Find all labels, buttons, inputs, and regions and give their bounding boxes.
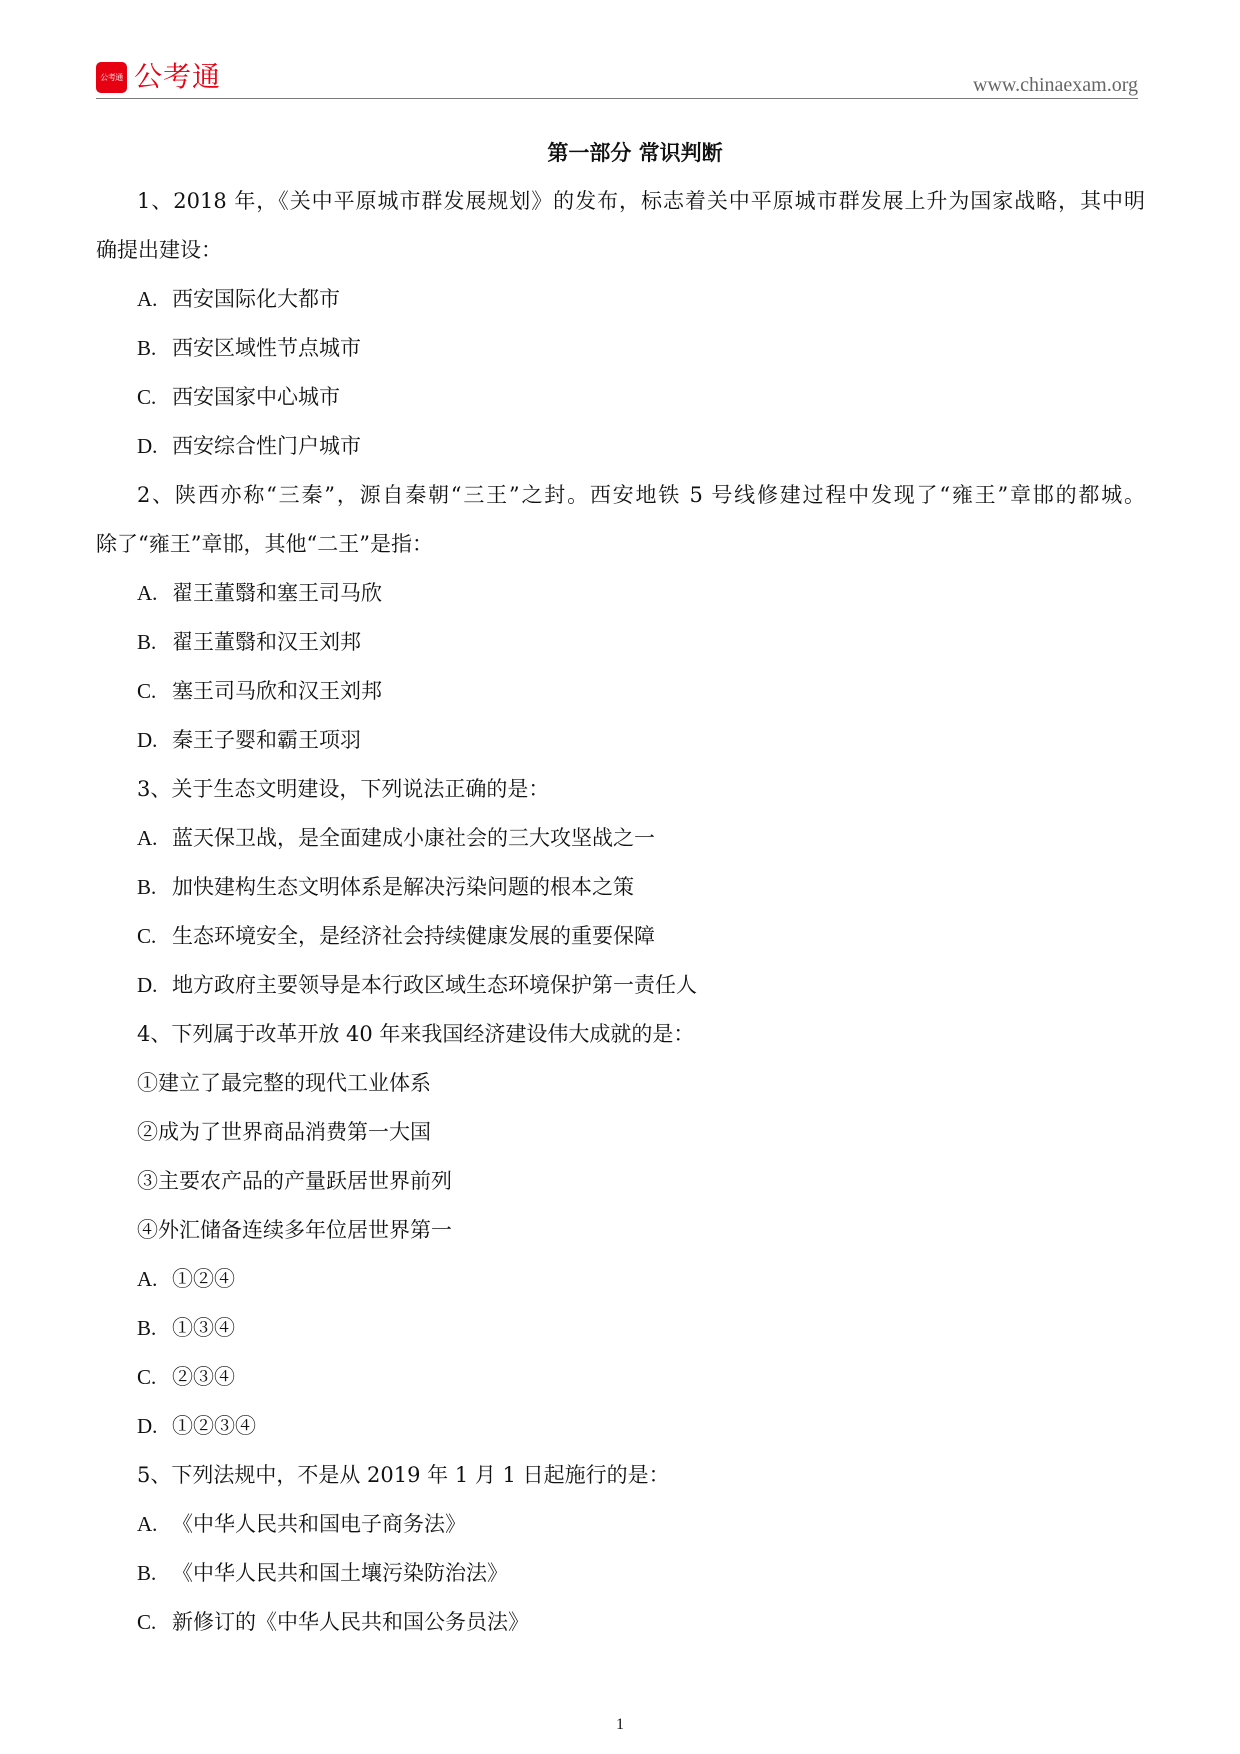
option-text: 西安国际化大都市 — [172, 287, 340, 311]
question-1-option-c — [96, 373, 1156, 422]
option-label: C. — [137, 1610, 157, 1634]
header-divider — [96, 98, 1138, 99]
question-2-option-b — [96, 618, 1156, 667]
question-5-option-c — [96, 1598, 1156, 1647]
option-text: ②③④ — [172, 1365, 235, 1389]
question-5-option-a — [96, 1500, 1156, 1549]
question-3-option-c — [96, 912, 1156, 961]
question-4-option-d — [96, 1402, 1156, 1451]
question-4-stem: 4、下列属于改革开放 40 年来我国经济建设伟大成就的是： — [137, 1022, 695, 1046]
question-1-stem-continued: 确提出建设： — [96, 238, 222, 262]
question-3-stem: 3、关于生态文明建设，下列说法正确的是： — [137, 777, 550, 801]
question-5-option-b — [96, 1549, 1156, 1598]
website-url: www.chinaexam.org — [973, 74, 1138, 96]
question-4-item-2: ②成为了世界商品消费第一大国 — [137, 1120, 431, 1144]
question-4-option-a — [96, 1255, 1156, 1304]
option-text: 翟王董翳和塞王司马欣 — [172, 581, 382, 605]
question-2-option-a — [96, 569, 1156, 618]
option-label: C. — [137, 924, 157, 948]
question-2-stem: 2、陕西亦称“三秦”，源自秦朝“三王”之封。西安地铁 5 号线修建过程中发现了“雍王”章邯的都城。 — [137, 483, 1145, 507]
option-label: B. — [137, 1316, 157, 1340]
option-text: 西安区域性节点城市 — [172, 336, 361, 360]
logo-badge-text: 公考通 — [100, 72, 123, 82]
question-1-stem: 1、2018 年，《关中平原城市群发展规划》的发布，标志着关中平原城市群发展上升为国家战略，其中明 — [137, 189, 1145, 213]
logo-badge — [96, 62, 127, 93]
option-label: A. — [137, 1267, 158, 1291]
option-text: 加快建构生态文明体系是解决污染问题的根本之策 — [172, 875, 634, 899]
option-label: B. — [137, 875, 157, 899]
question-5-stem: 5、下列法规中，不是从 2019 年 1 月 1 日起施行的是： — [137, 1463, 670, 1487]
option-label: B. — [137, 336, 157, 360]
option-label: A. — [137, 287, 158, 311]
option-label: C. — [137, 1365, 157, 1389]
section-title: 第一部分 常识判断 — [547, 140, 723, 165]
option-label: B. — [137, 630, 157, 654]
option-text: ①②③④ — [172, 1414, 256, 1438]
option-text: 西安国家中心城市 — [172, 385, 340, 409]
page-number: 1 — [616, 1716, 624, 1733]
option-label: D. — [137, 1414, 158, 1438]
option-label: D. — [137, 973, 158, 997]
question-1-option-d — [96, 422, 1156, 471]
option-label: A. — [137, 826, 158, 850]
question-3-option-b — [96, 863, 1156, 912]
option-text: 新修订的《中华人民共和国公务员法》 — [172, 1610, 529, 1634]
question-4-option-b — [96, 1304, 1156, 1353]
question-4-item-4: ④外汇储备连续多年位居世界第一 — [137, 1218, 452, 1242]
option-text: 生态环境安全，是经济社会持续健康发展的重要保障 — [172, 924, 655, 948]
question-1-option-a — [96, 275, 1156, 324]
question-3-option-a — [96, 814, 1156, 863]
option-text: 蓝天保卫战，是全面建成小康社会的三大攻坚战之一 — [172, 826, 655, 850]
question-2-option-c — [96, 667, 1156, 716]
option-label: C. — [137, 385, 157, 409]
option-text: 西安综合性门户城市 — [172, 434, 361, 458]
option-text: 塞王司马欣和汉王刘邦 — [172, 679, 382, 703]
option-text: 翟王董翳和汉王刘邦 — [172, 630, 361, 654]
option-label: D. — [137, 728, 158, 752]
option-label: D. — [137, 434, 158, 458]
option-text: ①③④ — [172, 1316, 235, 1340]
logo-text: 公考通 — [134, 60, 222, 93]
option-label: C. — [137, 679, 157, 703]
option-label: A. — [137, 1512, 158, 1536]
option-text: ①②④ — [172, 1267, 235, 1291]
option-text: 地方政府主要领导是本行政区域生态环境保护第一责任人 — [172, 973, 697, 997]
option-text: 《中华人民共和国电子商务法》 — [172, 1512, 466, 1536]
option-label: A. — [137, 581, 158, 605]
question-4-item-3: ③主要农产品的产量跃居世界前列 — [137, 1169, 452, 1193]
option-text: 秦王子婴和霸王项羽 — [172, 728, 361, 752]
question-4-item-1: ①建立了最完整的现代工业体系 — [137, 1071, 431, 1095]
question-2-option-d — [96, 716, 1156, 765]
option-text: 《中华人民共和国土壤污染防治法》 — [172, 1561, 508, 1585]
question-1-option-b — [96, 324, 1156, 373]
question-2-stem-continued: 除了“雍王”章邯，其他“二王”是指： — [96, 532, 433, 556]
question-3-option-d — [96, 961, 1156, 1010]
exam-content — [96, 128, 1156, 1647]
option-label: B. — [137, 1561, 157, 1585]
question-4-option-c — [96, 1353, 1156, 1402]
